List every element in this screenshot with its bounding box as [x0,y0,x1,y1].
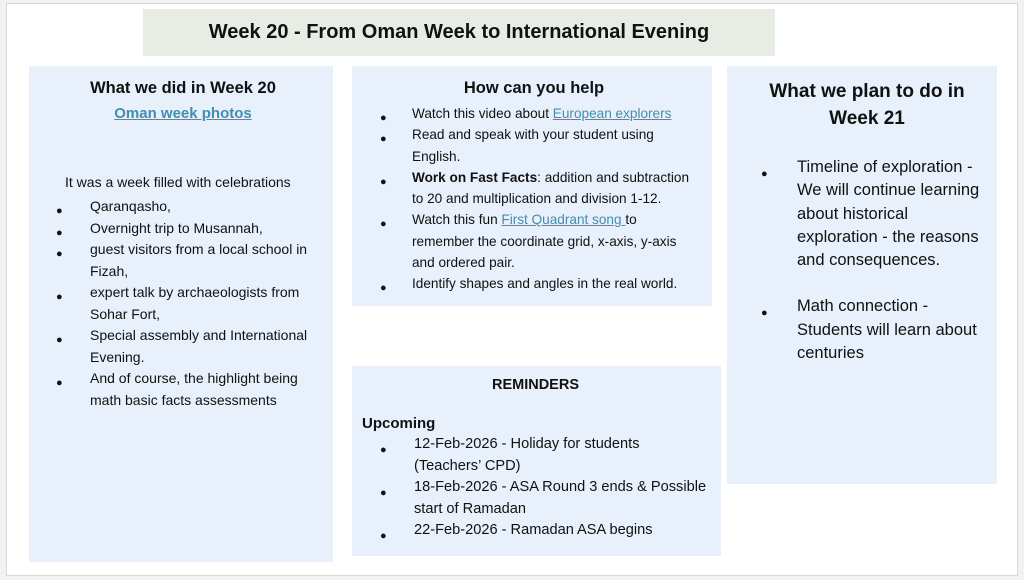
plan-heading: What we plan to do in Week 21 [769,81,965,129]
list-item: ● Read and speak with your student using English. [380,127,654,164]
celebrations-intro: It was a week filled with celebrations [65,174,291,190]
list-item: ● guest visitors from a local school in Fizah, [56,241,308,279]
bullet-icon: ● [56,377,63,389]
reminders-heading: REMINDERS [491,377,579,393]
list-item: ● Identify shapes and angles in the real world. [370,273,698,294]
list-item: ● And of course, the highlight being math basic facts assessments [56,370,298,408]
help-list [370,103,698,295]
list-item: ● Watch this fun First Quadrant song to remember the coordinate grid, x-axis, y-axis and ordered pair. [380,212,677,271]
list-item: ● Overnight trip to Musannah, [49,218,317,240]
list-item: ● Qaranqasho, [49,196,317,218]
bullet-icon: ● [380,530,387,543]
bullet-icon: ● [761,168,768,180]
reminders-list [362,434,709,542]
what-we-did-panel [29,66,333,562]
list-item: ● Special assembly and International Evening. [56,327,308,365]
bullet-icon: ● [380,282,387,295]
list-item: ● 18-Feb-2026 - ASA Round 3 ends & Possible start of Ramadan [380,479,707,517]
bullet-icon: ● [56,291,63,303]
bullet-icon: ● [56,205,63,217]
what-we-did-heading: What we did in Week 20 [90,79,276,97]
bullet-icon: ● [380,218,387,231]
list-item: ● 12-Feb-2026 - Holiday for students (Teachers’ CPD) [380,436,640,474]
oman-week-photos-link[interactable]: Oman week photos [114,105,252,122]
european-explorers-link[interactable]: European explorers [552,106,672,121]
did-list [49,196,317,411]
plan-list [751,156,983,365]
bullet-icon: ● [380,175,387,188]
first-quadrant-song-link[interactable]: First Quadrant song [501,212,626,228]
bullet-icon: ● [380,112,387,124]
list-item: ● expert talk by archaeologists from Sohar Fort, [56,284,300,322]
list-item: ● Timeline of exploration - We will continue learning about historical exploration - the reasons and consequences. [761,158,980,270]
bullet-icon: ● [56,334,63,346]
bullet-icon: ● [380,444,387,456]
list-item: ● Math connection - Students will learn about centuries [761,297,977,363]
how-can-you-help-panel [352,66,712,306]
what-we-plan-panel [727,66,997,484]
help-heading: How can you help [463,79,605,97]
bullet-icon: ● [56,226,63,239]
list-item: ● Watch this video about European explorers [370,103,698,124]
page-title: Week 20 - From Oman Week to International Evening [143,9,775,56]
list-item: ● 22-Feb-2026 - Ramadan ASA begins [362,520,709,542]
list-item: ● Work on Fast Facts: addition and subtraction to 20 and multiplication and division 1-12. [380,169,690,207]
bullet-icon: ● [56,248,63,260]
reminders-panel [352,366,721,556]
bullet-icon: ● [380,487,387,500]
bullet-icon: ● [380,133,387,146]
upcoming-heading: Upcoming [362,415,436,432]
bullet-icon: ● [761,307,768,320]
